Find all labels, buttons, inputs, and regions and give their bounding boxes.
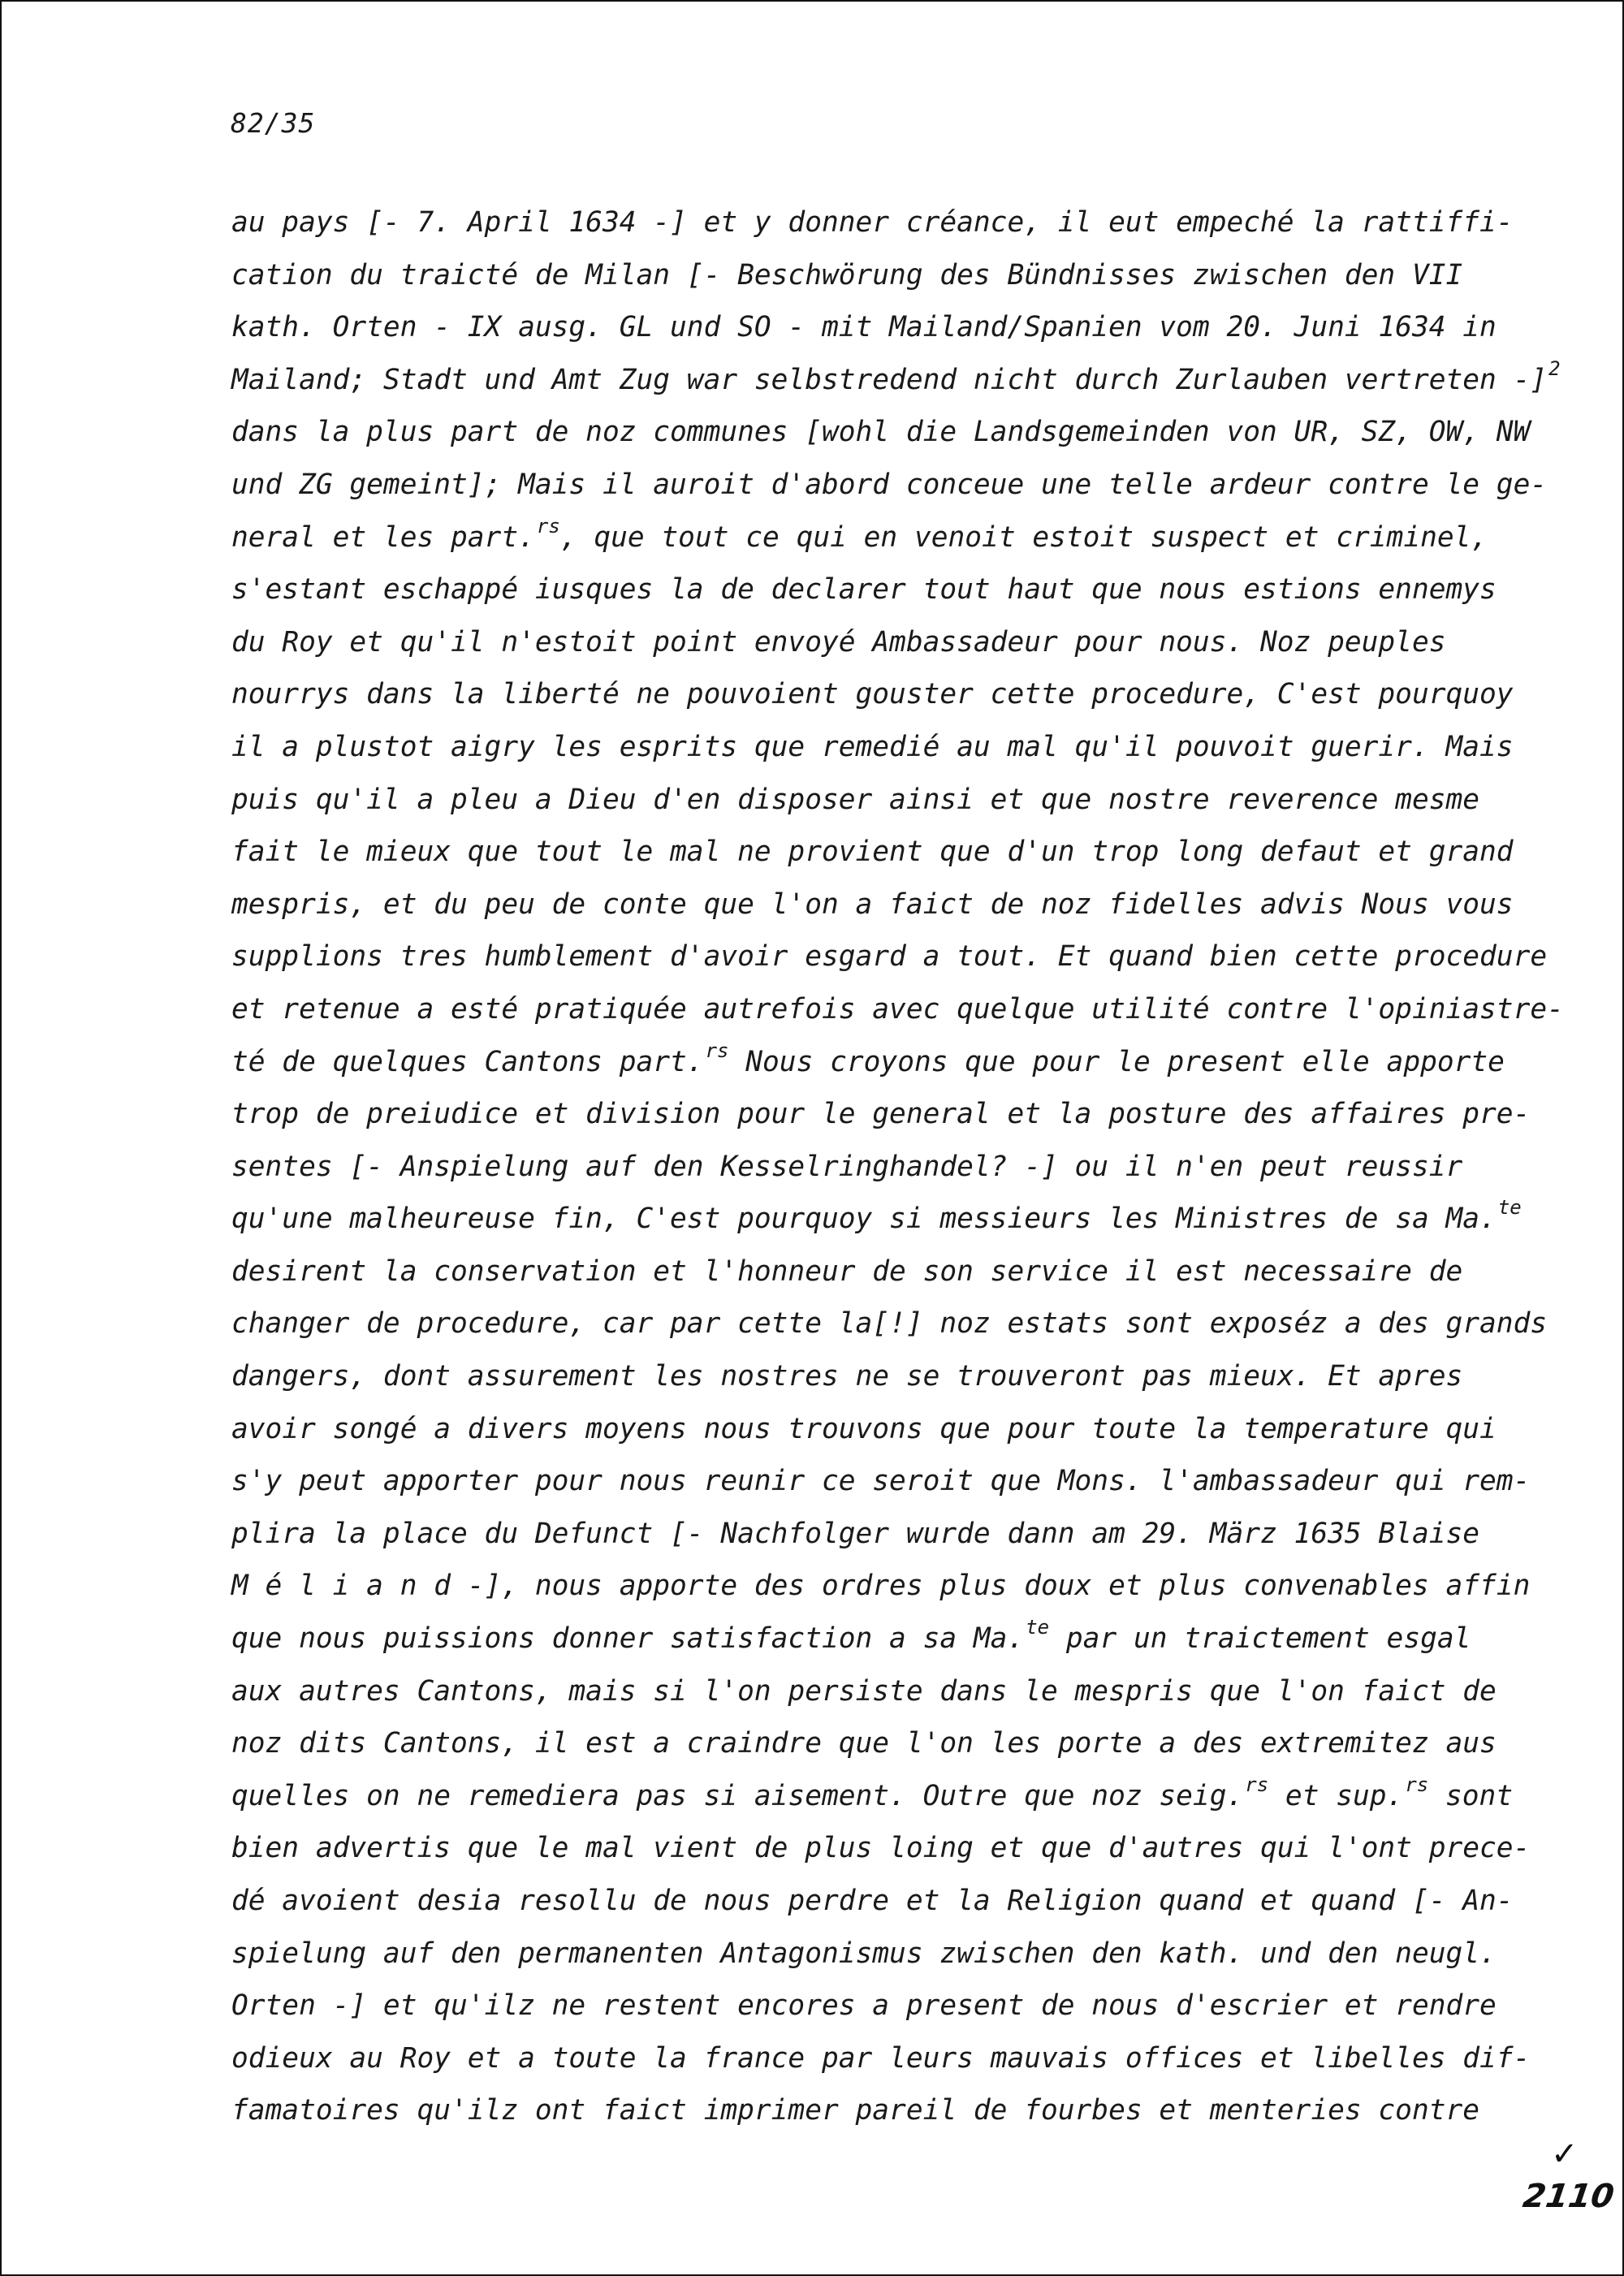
line-text: supplions tres humblement d'avoir esgard a tout. Et quand bien cette procedure (231, 940, 1548, 974)
line-text: Nous croyons que pour le present elle apporte (728, 1045, 1505, 1078)
line-text: fait le mieux que tout le mal ne provient que d'un trop long defaut et grand (231, 836, 1514, 869)
text-line (231, 721, 1539, 774)
superscript: rs (1405, 1773, 1429, 1796)
transcription-body (231, 197, 1564, 2137)
text-line (231, 197, 1539, 249)
text-line (231, 354, 1561, 407)
check-mark: ✓ (1551, 2136, 1579, 2173)
line-text: neral et les part. (231, 520, 535, 554)
line-text: und ZG gemeint]; Mais il auroit d'abord conceue une telle ardeur contre le ge- (231, 468, 1548, 501)
superscript: rs (536, 514, 560, 538)
text-line (231, 1141, 1539, 1194)
text-line (231, 512, 1539, 564)
text-line (231, 406, 1539, 459)
page-number: 82/35 (231, 107, 316, 139)
text-line (231, 1822, 1539, 1875)
line-text: nourrys dans la liberté ne pouvoient gouster cette procedure, C'est pourquoy (231, 678, 1514, 711)
line-text: bien advertis que le mal vient de plus loing et que d'autres qui l'ont prece- (231, 1832, 1531, 1865)
line-text: au pays [- 7. April 1634 -] et y donner créance, il eut empeché la rattiffi- (231, 206, 1514, 239)
line-text: aux autres Cantons, mais si l'on persiste dans le mespris que l'on faict de (231, 1674, 1497, 1708)
line-text: noz dits Cantons, il est a craindre que l'on les porte a des extremitez aus (231, 1727, 1497, 1760)
line-text: desirent la conservation et l'honneur de son service il est necessaire de (231, 1255, 1463, 1288)
line-text: avoir songé a divers moyens nous trouvons que pour toute la temperature qui (231, 1412, 1497, 1445)
text-line (231, 774, 1539, 827)
text-line (231, 1717, 1539, 1770)
text-line (231, 1455, 1539, 1508)
line-text: dangers, dont assurement les nostres ne se trouveront pas mieux. Et apres (231, 1360, 1463, 1393)
line-text: cation du traicté de Milan [- Beschwörung des Bündnisses zwischen den VII (231, 258, 1463, 292)
line-text: té de quelques Cantons part. (231, 1045, 704, 1078)
text-line (231, 1613, 1539, 1665)
text-line (231, 301, 1539, 354)
line-text: sont (1428, 1779, 1514, 1812)
text-line (231, 1298, 1548, 1350)
superscript: te (1026, 1616, 1050, 1639)
line-text: dé avoient desia resollu de nous perdre et la Religion quand et quand [- An- (231, 1885, 1514, 1917)
text-line (231, 1560, 1539, 1613)
line-text: qu'une malheureuse fin, C'est pourquoy si messieurs les Ministres de sa Ma. (231, 1203, 1497, 1236)
text-line (231, 1246, 1539, 1298)
line-text: et retenue a esté pratiquée autrefois avec quelque utilité contre l'opiniastre- (231, 992, 1564, 1026)
line-text: famatoires qu'ilz ont faict imprimer pareil de fourbes et menteries contre (231, 2094, 1480, 2127)
line-text: puis qu'il a pleu a Dieu d'en disposer ainsi et que nostre reverence mesme (231, 783, 1480, 816)
text-line (231, 1508, 1539, 1561)
line-text: mespris, et du peu de conte que l'on a faict de noz fidelles advis Nous vous (231, 888, 1514, 921)
superscript: 2 (1548, 356, 1561, 380)
text-line (231, 1980, 1539, 2032)
line-text: il a plustot aigry les esprits que remedié au mal qu'il pouvoit guerir. Mais (231, 730, 1514, 763)
text-line (231, 931, 1548, 983)
text-line (231, 1770, 1539, 1823)
line-text: et sup. (1268, 1779, 1404, 1812)
superscript: te (1497, 1196, 1522, 1220)
text-line (231, 1350, 1539, 1403)
line-text: odieux au Roy et a toute la france par leurs mauvais offices et libelles dif- (231, 2041, 1531, 2075)
line-text: Mailand; Stadt und Amt Zug war selbstredend nicht durch Zurlauben vertreten -] (231, 363, 1548, 396)
line-text: du Roy et qu'il n'estoit point envoyé Ambassadeur pour nous. Noz peuples (231, 625, 1446, 659)
text-line (231, 1875, 1539, 1928)
line-text: par un traictement esgal (1049, 1622, 1471, 1656)
text-line (231, 459, 1548, 512)
text-line (231, 1928, 1539, 1980)
text-line (231, 826, 1539, 879)
text-line (231, 1088, 1539, 1141)
line-text: dans la plus part de noz communes [wohl die Landsgemeinden von UR, SZ, OW, NW (231, 416, 1531, 449)
superscript: rs (705, 1039, 729, 1062)
text-line (231, 668, 1539, 721)
line-text: sentes [- Anspielung auf den Kesselringhandel? -] ou il n'en peut reussir (231, 1150, 1463, 1183)
line-text: que nous puissions donner satisfaction a sa Ma. (231, 1622, 1025, 1656)
line-text: s'estant eschappé iusques la de declarer tout haut que nous estions ennemys (231, 573, 1497, 607)
archive-number: 2110 (1520, 2178, 1617, 2215)
line-text: trop de preiudice et division pour le general et la posture des affaires pre- (231, 1098, 1531, 1131)
superscript: rs (1245, 1773, 1269, 1796)
line-text: kath. Orten - IX ausg. GL und SO - mit Mailand/Spanien vom 20. Juni 1634 in (231, 311, 1497, 344)
text-line (231, 1193, 1539, 1246)
text-line (231, 1403, 1539, 1456)
line-text: s'y peut apporter pour nous reunir ce seroit que Mons. l'ambassadeur qui rem- (231, 1465, 1531, 1498)
line-text: changer de procedure, car par cette la[!] noz estats sont exposéz a des grands (231, 1307, 1548, 1341)
text-line (231, 1665, 1539, 1718)
line-text: plira la place du Defunct [- Nachfolger wurde dann am 29. März 1635 Blaise (231, 1517, 1480, 1550)
text-line (231, 2084, 1539, 2137)
text-line (231, 564, 1539, 616)
line-text: M é l i a n d -], nous apporte des ordres plus doux et plus convenables affin (231, 1570, 1531, 1603)
text-line (231, 249, 1539, 302)
text-line (231, 879, 1539, 931)
line-text: quelles on ne remediera pas si aisement. Outre que noz seig. (231, 1779, 1244, 1812)
text-line (231, 2032, 1539, 2085)
text-line (231, 1036, 1539, 1089)
line-text: Orten -] et qu'ilz ne restent encores a present de nous d'escrier et rendre (231, 1989, 1497, 2023)
text-line (231, 616, 1539, 669)
line-text: spielung auf den permanenten Antagonismus zwischen den kath. und den neugl. (231, 1937, 1497, 1970)
text-line (231, 983, 1564, 1036)
line-text: , que tout ce qui en venoit estoit suspect et criminel, (559, 520, 1488, 554)
